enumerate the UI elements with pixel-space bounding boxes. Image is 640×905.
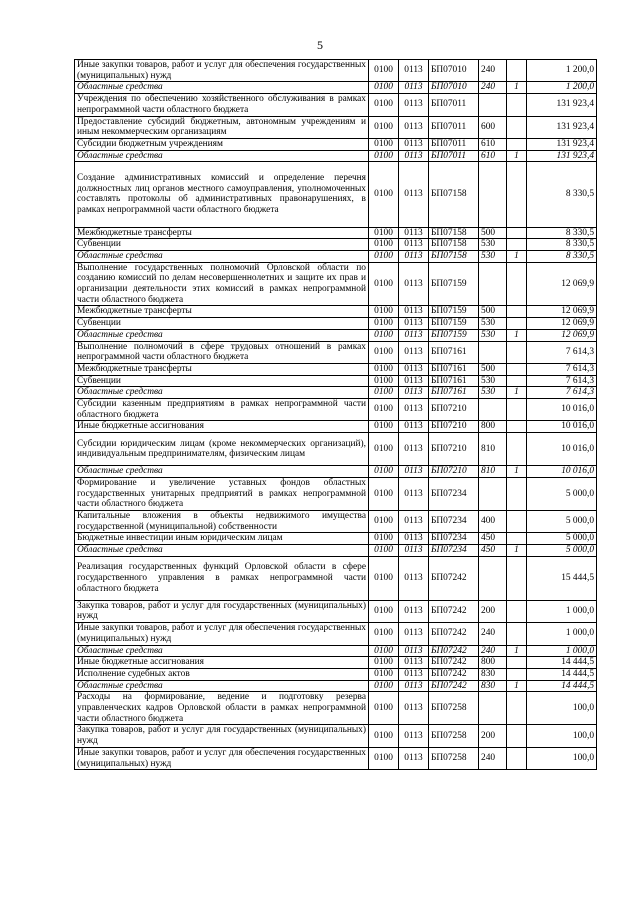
row-name-cell: Областные средства — [75, 645, 369, 657]
subsection-code-cell: 0113 — [399, 162, 429, 227]
subsection-code-cell: 0113 — [399, 82, 429, 94]
target-article-cell: БП07242 — [429, 657, 479, 669]
subsection-code-cell: 0113 — [399, 511, 429, 533]
expense-type-cell: 600 — [479, 116, 507, 138]
target-article-cell: БП07258 — [429, 692, 479, 725]
budget-level-cell — [507, 162, 527, 227]
section-code-cell: 0100 — [369, 116, 399, 138]
table-row — [75, 262, 597, 306]
budget-level-cell — [507, 262, 527, 306]
subsection-code-cell: 0113 — [399, 239, 429, 251]
section-code-cell: 0100 — [369, 466, 399, 478]
amount-cell: 10 016,0 — [527, 421, 597, 433]
target-article-cell: БП07159 — [429, 329, 479, 341]
section-code-cell: 0100 — [369, 250, 399, 262]
amount-cell: 7 614,3 — [527, 363, 597, 375]
amount-cell: 8 330,5 — [527, 162, 597, 227]
target-article-cell: БП07011 — [429, 94, 479, 116]
target-article-cell: БП07158 — [429, 162, 479, 227]
expense-type-cell — [479, 477, 507, 510]
amount-cell: 10 016,0 — [527, 433, 597, 466]
table-row — [75, 668, 597, 680]
target-article-cell: БП07210 — [429, 399, 479, 421]
budget-level-cell — [507, 657, 527, 669]
expense-type-cell — [479, 556, 507, 600]
amount-cell: 1 200,0 — [527, 82, 597, 94]
row-name-cell: Иные закупки товаров, работ и услуг для обеспечения государственных (муниципальных) нужд — [75, 623, 369, 645]
expense-type-cell: 610 — [479, 150, 507, 162]
expense-type-cell: 200 — [479, 725, 507, 747]
budget-level-cell — [507, 306, 527, 318]
table-row — [75, 363, 597, 375]
amount-cell: 5 000,0 — [527, 533, 597, 545]
table-row — [75, 387, 597, 399]
amount-cell: 131 923,4 — [527, 94, 597, 116]
amount-cell: 1 000,0 — [527, 645, 597, 657]
table-row — [75, 600, 597, 622]
section-code-cell: 0100 — [369, 433, 399, 466]
row-name-cell: Областные средства — [75, 82, 369, 94]
table-row — [75, 239, 597, 251]
subsection-code-cell: 0113 — [399, 433, 429, 466]
target-article-cell: БП07242 — [429, 556, 479, 600]
target-article-cell: БП07161 — [429, 341, 479, 363]
expense-type-cell — [479, 162, 507, 227]
target-article-cell: БП07234 — [429, 533, 479, 545]
section-code-cell: 0100 — [369, 657, 399, 669]
section-code-cell: 0100 — [369, 747, 399, 769]
section-code-cell: 0100 — [369, 421, 399, 433]
target-article-cell: БП07258 — [429, 747, 479, 769]
section-code-cell: 0100 — [369, 375, 399, 387]
section-code-cell: 0100 — [369, 94, 399, 116]
expense-type-cell: 500 — [479, 227, 507, 239]
row-name-cell: Субвенции — [75, 239, 369, 251]
row-name-cell: Областные средства — [75, 545, 369, 557]
expense-type-cell: 530 — [479, 250, 507, 262]
target-article-cell: БП07210 — [429, 433, 479, 466]
target-article-cell: БП07161 — [429, 375, 479, 387]
expense-type-cell: 530 — [479, 387, 507, 399]
table-body — [75, 60, 597, 770]
table-row — [75, 657, 597, 669]
amount-cell: 100,0 — [527, 725, 597, 747]
subsection-code-cell: 0113 — [399, 600, 429, 622]
budget-level-cell — [507, 318, 527, 330]
target-article-cell: БП07010 — [429, 82, 479, 94]
row-name-cell: Бюджетные инвестиции иным юридическим лицам — [75, 533, 369, 545]
budget-level-cell: 1 — [507, 250, 527, 262]
table-row — [75, 60, 597, 82]
table-row — [75, 433, 597, 466]
budget-level-cell: 1 — [507, 645, 527, 657]
expense-type-cell: 530 — [479, 375, 507, 387]
subsection-code-cell: 0113 — [399, 421, 429, 433]
subsection-code-cell: 0113 — [399, 399, 429, 421]
amount-cell: 12 069,9 — [527, 329, 597, 341]
amount-cell: 10 016,0 — [527, 466, 597, 478]
amount-cell: 7 614,3 — [527, 387, 597, 399]
row-name-cell: Субсидии бюджетным учреждениям — [75, 138, 369, 150]
section-code-cell: 0100 — [369, 725, 399, 747]
table-row — [75, 477, 597, 510]
budget-level-cell — [507, 94, 527, 116]
subsection-code-cell: 0113 — [399, 657, 429, 669]
subsection-code-cell: 0113 — [399, 60, 429, 82]
row-name-cell: Областные средства — [75, 466, 369, 478]
table-row — [75, 747, 597, 769]
table-row — [75, 511, 597, 533]
row-name-cell: Межбюджетные трансферты — [75, 306, 369, 318]
expense-type-cell: 800 — [479, 657, 507, 669]
amount-cell: 14 444,5 — [527, 657, 597, 669]
row-name-cell: Областные средства — [75, 387, 369, 399]
expense-type-cell: 400 — [479, 511, 507, 533]
amount-cell: 5 000,0 — [527, 477, 597, 510]
section-code-cell: 0100 — [369, 306, 399, 318]
expense-type-cell — [479, 399, 507, 421]
target-article-cell: БП07011 — [429, 138, 479, 150]
budget-level-cell — [507, 341, 527, 363]
table-row — [75, 645, 597, 657]
row-name-cell: Субсидии юридическим лицам (кроме некоммерческих организаций), индивидуальным предпринимателям, физическим лицам — [75, 433, 369, 466]
expense-type-cell: 530 — [479, 239, 507, 251]
budget-level-cell — [507, 227, 527, 239]
budget-level-cell: 1 — [507, 329, 527, 341]
target-article-cell: БП07159 — [429, 306, 479, 318]
budget-level-cell — [507, 363, 527, 375]
table-row — [75, 556, 597, 600]
subsection-code-cell: 0113 — [399, 116, 429, 138]
budget-level-cell — [507, 533, 527, 545]
table-row — [75, 82, 597, 94]
row-name-cell: Предоставление субсидий бюджетным, автономным учреждениям и иным некоммерческим организациям — [75, 116, 369, 138]
row-name-cell: Субвенции — [75, 318, 369, 330]
budget-level-cell — [507, 623, 527, 645]
expense-type-cell: 240 — [479, 645, 507, 657]
subsection-code-cell: 0113 — [399, 466, 429, 478]
amount-cell: 12 069,9 — [527, 306, 597, 318]
budget-level-cell — [507, 556, 527, 600]
budget-level-cell — [507, 239, 527, 251]
expense-type-cell — [479, 262, 507, 306]
target-article-cell: БП07011 — [429, 116, 479, 138]
table-row — [75, 150, 597, 162]
expense-type-cell: 450 — [479, 545, 507, 557]
row-name-cell: Учреждения по обеспечению хозяйственного обслуживания в рамках непрограммной части областного бюджета — [75, 94, 369, 116]
amount-cell: 7 614,3 — [527, 341, 597, 363]
target-article-cell: БП07158 — [429, 250, 479, 262]
amount-cell: 15 444,5 — [527, 556, 597, 600]
budget-level-cell: 1 — [507, 680, 527, 692]
table-row — [75, 341, 597, 363]
target-article-cell: БП07158 — [429, 239, 479, 251]
amount-cell: 8 330,5 — [527, 227, 597, 239]
budget-level-cell: 1 — [507, 387, 527, 399]
expense-type-cell: 240 — [479, 60, 507, 82]
row-name-cell: Областные средства — [75, 329, 369, 341]
subsection-code-cell: 0113 — [399, 545, 429, 557]
subsection-code-cell: 0113 — [399, 329, 429, 341]
table-row — [75, 94, 597, 116]
row-name-cell: Иные закупки товаров, работ и услуг для обеспечения государственных (муниципальных) нужд — [75, 747, 369, 769]
subsection-code-cell: 0113 — [399, 477, 429, 510]
expense-type-cell: 810 — [479, 466, 507, 478]
amount-cell: 1 000,0 — [527, 623, 597, 645]
section-code-cell: 0100 — [369, 227, 399, 239]
subsection-code-cell: 0113 — [399, 375, 429, 387]
expense-type-cell: 830 — [479, 668, 507, 680]
table-row — [75, 162, 597, 227]
amount-cell: 14 444,5 — [527, 680, 597, 692]
section-code-cell: 0100 — [369, 262, 399, 306]
row-name-cell: Иные закупки товаров, работ и услуг для обеспечения государственных (муниципальных) нужд — [75, 60, 369, 82]
page-number: 5 — [317, 38, 323, 52]
section-code-cell: 0100 — [369, 511, 399, 533]
section-code-cell: 0100 — [369, 645, 399, 657]
budget-level-cell — [507, 692, 527, 725]
amount-cell: 14 444,5 — [527, 668, 597, 680]
subsection-code-cell: 0113 — [399, 306, 429, 318]
table-row — [75, 421, 597, 433]
budget-level-cell — [507, 116, 527, 138]
expense-type-cell: 830 — [479, 680, 507, 692]
target-article-cell: БП07159 — [429, 318, 479, 330]
target-article-cell: БП07258 — [429, 725, 479, 747]
expense-type-cell: 500 — [479, 306, 507, 318]
row-name-cell: Межбюджетные трансферты — [75, 227, 369, 239]
target-article-cell: БП07234 — [429, 545, 479, 557]
table-row — [75, 725, 597, 747]
amount-cell: 10 016,0 — [527, 399, 597, 421]
table-row — [75, 466, 597, 478]
amount-cell: 8 330,5 — [527, 250, 597, 262]
subsection-code-cell: 0113 — [399, 645, 429, 657]
row-name-cell: Выполнение государственных полномочий Орловской области по созданию комиссий по делам несовершеннолетних и защите их прав и организации деятельности этих комиссий в рамках непрограммной части областного бюджета — [75, 262, 369, 306]
subsection-code-cell: 0113 — [399, 227, 429, 239]
row-name-cell: Создание административных комиссий и определение перечня должностных лиц органов местного самоуправления, уполномоченных составлять протоколы об административных правонарушениях, в рамках непрограммной части областного бюджета — [75, 162, 369, 227]
target-article-cell: БП07242 — [429, 645, 479, 657]
budget-level-cell — [507, 421, 527, 433]
target-article-cell: БП07161 — [429, 387, 479, 399]
table-row — [75, 318, 597, 330]
row-name-cell: Иные бюджетные ассигнования — [75, 657, 369, 669]
expense-type-cell — [479, 94, 507, 116]
section-code-cell: 0100 — [369, 600, 399, 622]
section-code-cell: 0100 — [369, 668, 399, 680]
budget-level-cell — [507, 668, 527, 680]
table-row — [75, 375, 597, 387]
section-code-cell: 0100 — [369, 341, 399, 363]
row-name-cell: Выполнение полномочий в сфере трудовых отношений в рамках непрограммной части областного бюджета — [75, 341, 369, 363]
section-code-cell: 0100 — [369, 477, 399, 510]
row-name-cell: Областные средства — [75, 150, 369, 162]
subsection-code-cell: 0113 — [399, 318, 429, 330]
target-article-cell: БП07158 — [429, 227, 479, 239]
target-article-cell: БП07210 — [429, 421, 479, 433]
expense-type-cell: 530 — [479, 318, 507, 330]
subsection-code-cell: 0113 — [399, 747, 429, 769]
table-row — [75, 138, 597, 150]
row-name-cell: Областные средства — [75, 680, 369, 692]
section-code-cell: 0100 — [369, 60, 399, 82]
budget-level-cell — [507, 433, 527, 466]
section-code-cell: 0100 — [369, 399, 399, 421]
amount-cell: 131 923,4 — [527, 116, 597, 138]
section-code-cell: 0100 — [369, 692, 399, 725]
target-article-cell: БП07242 — [429, 680, 479, 692]
subsection-code-cell: 0113 — [399, 363, 429, 375]
amount-cell: 1 200,0 — [527, 60, 597, 82]
table-row — [75, 116, 597, 138]
row-name-cell: Закупка товаров, работ и услуг для государственных (муниципальных) нужд — [75, 600, 369, 622]
expense-type-cell: 200 — [479, 600, 507, 622]
row-name-cell: Формирование и увеличение уставных фондов областных государственных унитарных предприятий в рамках непрограммной части областного бюджета — [75, 477, 369, 510]
row-name-cell: Исполнение судебных актов — [75, 668, 369, 680]
expense-type-cell: 240 — [479, 82, 507, 94]
row-name-cell: Реализация государственных функций Орловской области в сфере государственного управления в рамках непрограммной части областного бюджета — [75, 556, 369, 600]
section-code-cell: 0100 — [369, 623, 399, 645]
section-code-cell: 0100 — [369, 138, 399, 150]
budget-level-cell — [507, 511, 527, 533]
amount-cell: 1 000,0 — [527, 600, 597, 622]
subsection-code-cell: 0113 — [399, 623, 429, 645]
expense-type-cell: 810 — [479, 433, 507, 466]
table-row — [75, 250, 597, 262]
budget-level-cell — [507, 60, 527, 82]
target-article-cell: БП07011 — [429, 150, 479, 162]
expense-type-cell: 530 — [479, 329, 507, 341]
row-name-cell: Иные бюджетные ассигнования — [75, 421, 369, 433]
target-article-cell: БП07159 — [429, 262, 479, 306]
subsection-code-cell: 0113 — [399, 341, 429, 363]
section-code-cell: 0100 — [369, 556, 399, 600]
subsection-code-cell: 0113 — [399, 725, 429, 747]
row-name-cell: Межбюджетные трансферты — [75, 363, 369, 375]
section-code-cell: 0100 — [369, 533, 399, 545]
subsection-code-cell: 0113 — [399, 250, 429, 262]
section-code-cell: 0100 — [369, 239, 399, 251]
budget-level-cell — [507, 138, 527, 150]
expense-type-cell: 800 — [479, 421, 507, 433]
budget-level-cell — [507, 747, 527, 769]
expense-type-cell: 240 — [479, 623, 507, 645]
row-name-cell: Расходы на формирование, ведение и подготовку резерва управленческих кадров Орловской области в рамках непрограммной части областного бюджета — [75, 692, 369, 725]
target-article-cell: БП07242 — [429, 623, 479, 645]
section-code-cell: 0100 — [369, 150, 399, 162]
amount-cell: 131 923,4 — [527, 138, 597, 150]
table-row — [75, 227, 597, 239]
target-article-cell: БП07161 — [429, 363, 479, 375]
expense-type-cell: 500 — [479, 363, 507, 375]
section-code-cell: 0100 — [369, 387, 399, 399]
budget-level-cell: 1 — [507, 82, 527, 94]
expense-type-cell: 450 — [479, 533, 507, 545]
subsection-code-cell: 0113 — [399, 533, 429, 545]
amount-cell: 5 000,0 — [527, 545, 597, 557]
table-row — [75, 533, 597, 545]
table-row — [75, 680, 597, 692]
row-name-cell: Областные средства — [75, 250, 369, 262]
target-article-cell: БП07242 — [429, 600, 479, 622]
subsection-code-cell: 0113 — [399, 680, 429, 692]
row-name-cell: Субсидии казенным предприятиям в рамках непрограммной части областного бюджета — [75, 399, 369, 421]
section-code-cell: 0100 — [369, 545, 399, 557]
expense-type-cell — [479, 692, 507, 725]
budget-table — [74, 59, 597, 770]
expense-type-cell — [479, 341, 507, 363]
target-article-cell: БП07234 — [429, 511, 479, 533]
section-code-cell: 0100 — [369, 318, 399, 330]
budget-level-cell — [507, 725, 527, 747]
subsection-code-cell: 0113 — [399, 262, 429, 306]
subsection-code-cell: 0113 — [399, 556, 429, 600]
amount-cell: 100,0 — [527, 747, 597, 769]
section-code-cell: 0100 — [369, 162, 399, 227]
budget-level-cell: 1 — [507, 466, 527, 478]
subsection-code-cell: 0113 — [399, 138, 429, 150]
section-code-cell: 0100 — [369, 680, 399, 692]
subsection-code-cell: 0113 — [399, 150, 429, 162]
row-name-cell: Закупка товаров, работ и услуг для государственных (муниципальных) нужд — [75, 725, 369, 747]
budget-level-cell — [507, 600, 527, 622]
amount-cell: 7 614,3 — [527, 375, 597, 387]
table-row — [75, 692, 597, 725]
section-code-cell: 0100 — [369, 82, 399, 94]
subsection-code-cell: 0113 — [399, 94, 429, 116]
row-name-cell: Субвенции — [75, 375, 369, 387]
subsection-code-cell: 0113 — [399, 387, 429, 399]
target-article-cell: БП07234 — [429, 477, 479, 510]
table-row — [75, 329, 597, 341]
section-code-cell: 0100 — [369, 363, 399, 375]
amount-cell: 131 923,4 — [527, 150, 597, 162]
subsection-code-cell: 0113 — [399, 668, 429, 680]
target-article-cell: БП07210 — [429, 466, 479, 478]
amount-cell: 8 330,5 — [527, 239, 597, 251]
budget-level-cell: 1 — [507, 150, 527, 162]
budget-level-cell — [507, 375, 527, 387]
amount-cell: 12 069,9 — [527, 262, 597, 306]
section-code-cell: 0100 — [369, 329, 399, 341]
table-row — [75, 545, 597, 557]
budget-level-cell — [507, 477, 527, 510]
expense-type-cell: 240 — [479, 747, 507, 769]
budget-level-cell — [507, 399, 527, 421]
target-article-cell: БП07242 — [429, 668, 479, 680]
budget-level-cell: 1 — [507, 545, 527, 557]
table-row — [75, 399, 597, 421]
table-row — [75, 623, 597, 645]
subsection-code-cell: 0113 — [399, 692, 429, 725]
expense-type-cell: 610 — [479, 138, 507, 150]
amount-cell: 12 069,9 — [527, 318, 597, 330]
amount-cell: 5 000,0 — [527, 511, 597, 533]
amount-cell: 100,0 — [527, 692, 597, 725]
table-row — [75, 306, 597, 318]
target-article-cell: БП07010 — [429, 60, 479, 82]
row-name-cell: Капитальные вложения в объекты недвижимого имущества государственной (муниципальной) собственности — [75, 511, 369, 533]
